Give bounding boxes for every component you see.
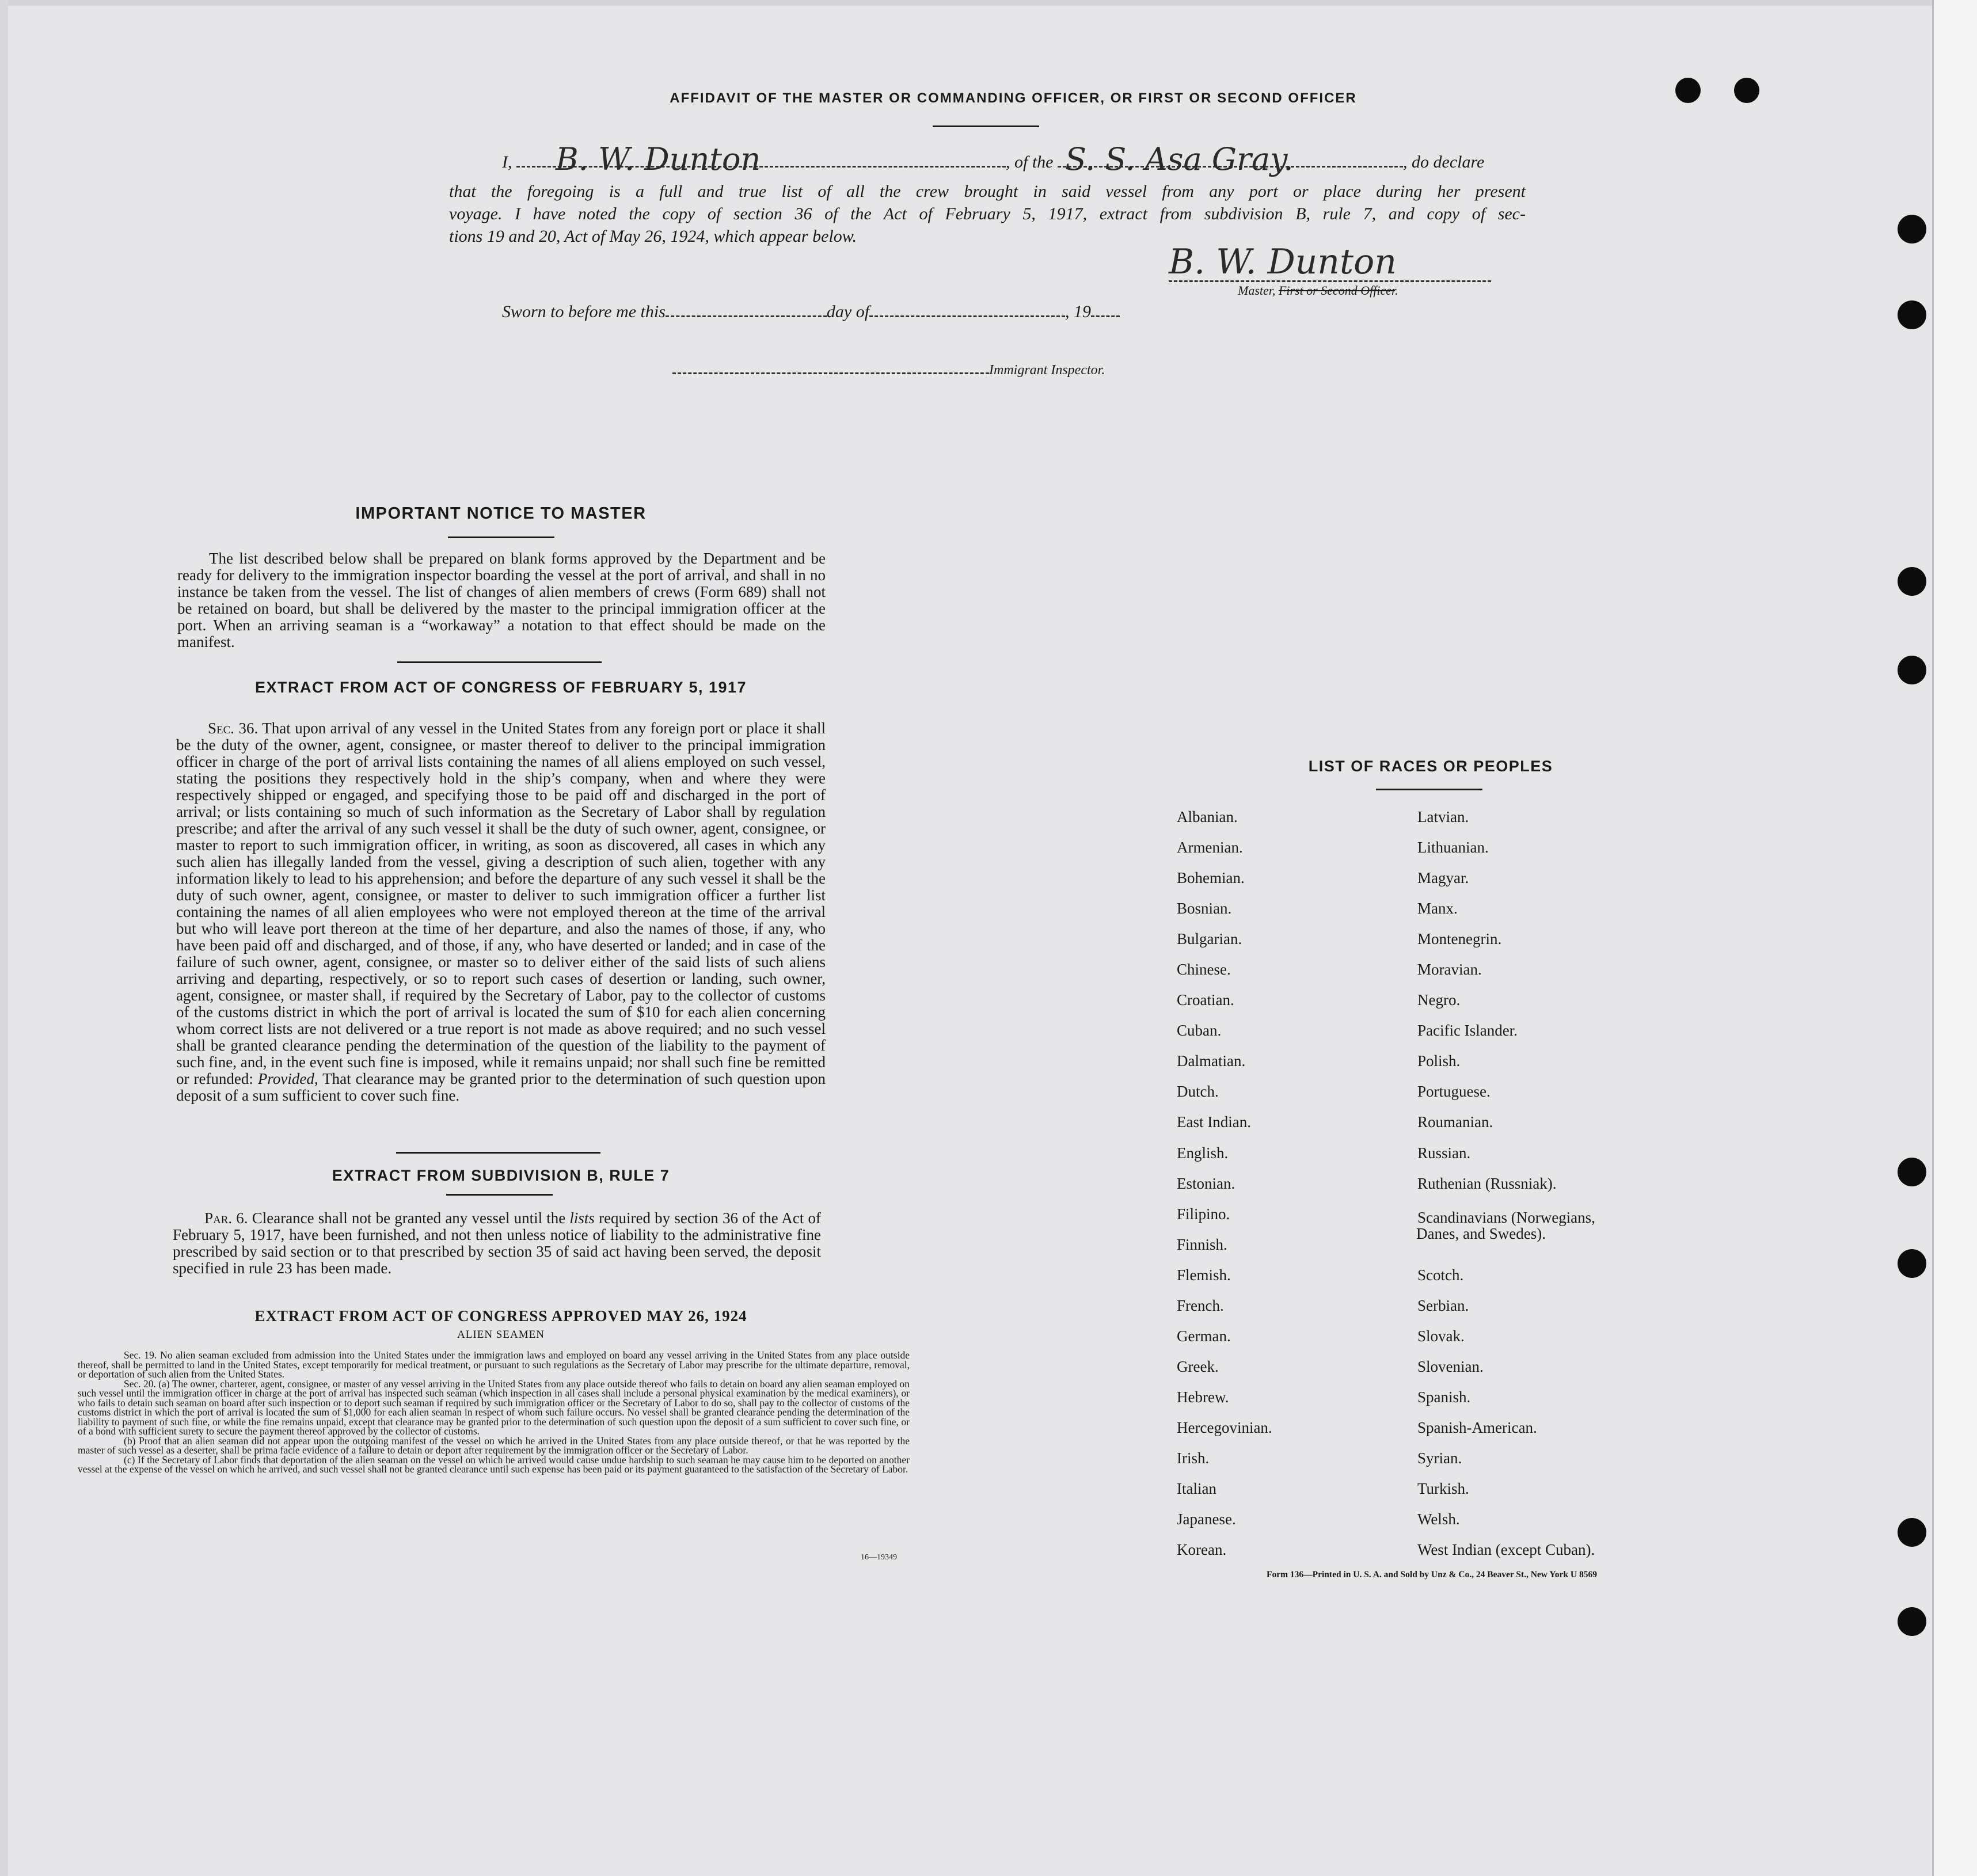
race-item: East Indian.	[1177, 1113, 1251, 1131]
race-item: Russian.	[1417, 1144, 1471, 1162]
race-item: Armenian.	[1177, 839, 1243, 856]
race-item: Slovenian.	[1417, 1358, 1484, 1375]
race-item: Albanian.	[1177, 808, 1238, 825]
title-divider	[933, 125, 1039, 127]
binder-hole-icon	[1898, 567, 1926, 596]
master-name-handwriting: B. W. Dunton	[556, 141, 761, 177]
do-declare-label: , do declare	[1403, 153, 1485, 172]
race-item: Syrian.	[1417, 1449, 1462, 1467]
master-signature: B. W. Dunton	[1169, 242, 1397, 282]
sworn-day-field	[666, 304, 827, 317]
year-label: , 19	[1065, 302, 1092, 321]
race-item: Japanese.	[1177, 1510, 1236, 1528]
inspector-label: Immigrant Inspector.	[989, 363, 1105, 378]
race-item: Chinese.	[1177, 961, 1231, 978]
race-item: Manx.	[1417, 900, 1458, 917]
race-item: Korean.	[1177, 1541, 1227, 1558]
sec-19-text: Sec. 19. No alien seaman excluded from admission into the United States under the immigration laws and employed on board any vessel arriving in the United States from any place outside thereof, shall be permitted to land in the United States, except temporarily for medical treatment, or pursuant to such regulations as the Secretary of Labor may prescribe for the ultimate departure, removal, or deportation of such alien from the United States.	[78, 1349, 910, 1380]
sworn-year-field	[1091, 304, 1120, 317]
race-item: Scotch.	[1417, 1266, 1464, 1284]
race-item: Slovak.	[1417, 1327, 1465, 1345]
race-item: West Indian (except Cuban).	[1417, 1541, 1595, 1558]
race-item: Hebrew.	[1177, 1388, 1229, 1406]
i-label: I,	[502, 153, 512, 172]
title-divider	[446, 1194, 553, 1196]
sworn-line	[502, 302, 1120, 322]
race-item: Spanish-American.	[1417, 1419, 1537, 1436]
scan-edge-left	[0, 0, 8, 1876]
races-title: LIST OF RACES OR PEOPLES	[1308, 758, 1553, 775]
race-item: Roumanian.	[1417, 1113, 1493, 1131]
inspector-line	[672, 363, 1105, 378]
vessel-name-handwriting: S. S. Asa Gray.	[1065, 141, 1294, 177]
binder-hole-icon	[1898, 1249, 1926, 1278]
race-item: Polish.	[1417, 1052, 1461, 1070]
binder-hole-icon	[1898, 1158, 1926, 1186]
race-item-continuation: Danes, and Swedes).	[1416, 1225, 1546, 1242]
race-item: Finnish.	[1177, 1236, 1227, 1253]
race-item: Irish.	[1177, 1449, 1210, 1467]
race-item: Turkish.	[1417, 1480, 1469, 1497]
extract-rule7-text: Par. 6. Clearance shall not be granted any vessel until the lists required by section 36 of the Act of February 5, 1917, have been furnished, and not then unless notice of liability to the administrative fine prescribed by said section or to that prescribed by section 35 of said act having been served, the deposit specified in rule 23 has been made.	[173, 1209, 822, 1277]
race-item: Serbian.	[1417, 1297, 1469, 1314]
race-item: German.	[1177, 1327, 1231, 1345]
day-of-label: day of	[826, 302, 870, 321]
signature-line	[1169, 280, 1491, 282]
race-item: Pacific Islander.	[1417, 1022, 1518, 1039]
race-item: Hercegovinian.	[1177, 1419, 1272, 1436]
extract-1917-text: Sec. 36. That upon arrival of any vessel in the United States from any foreign port or place it shall be the duty of the owner, agent, consignee, or master thereof to deliver to the principal immigration officer in charge of the port of arrival lists containing the names of all aliens employed on such vessel, stating the positions they respectively hold in the ship’s company, when and where they were respectively shipped or engaged, and specifying those to be paid off and discharged in the port of arrival; or lists containing so much of such information as the Secretary of Labor shall by regulation prescribe; and after the arrival of any such vessel it shall be the duty of such owner, agent, consignee, or master to report to such immigration officer, in writing, as soon as discovered, all cases in which any such alien has illegally landed from the vessel, giving a description of such alien, together with any information likely to lead to his apprehension; and before the departure of any such vessel it shall be the duty of such owner, agent, consignee, or master to deliver to such immigration officer a further list containing the names of all alien employees who were not employed thereon at the time of the arrival but who will leave port thereon at the time of her departure, and also the names of those, if any, who have been paid off and discharged, and of those, if any, who have deserted or landed; and in case of the failure of such owner, agent, consignee, or master so to deliver either of the said lists of such aliens arriving and departing, respectively, or so to report such cases of desertion or landing, such owner, agent, consignee, or master shall, if required by the Secretary of Labor, pay to the collector of customs of the customs district in which the port of arrival is located the sum of $10 for each alien concerning whom correct lists are not delivered or a true report is not made as above required; and no such vessel shall be granted clearance pending the determination of the question of the liability to the payment of such fine, and, in the event such fine is imposed, while it remains unpaid; nor shall such fine be remitted or refunded: Provided, That clearance may be granted prior to the determination of such question upon deposit of a sum sufficient to cover such fine.	[176, 720, 826, 1104]
extract-1924-title: EXTRACT FROM ACT OF CONGRESS APPROVED MAY 26, 1924	[254, 1307, 747, 1325]
race-item: Flemish.	[1177, 1266, 1231, 1284]
race-item: Bohemian.	[1177, 869, 1245, 886]
race-item: Croatian.	[1177, 991, 1234, 1009]
scan-edge-top	[0, 0, 1977, 6]
sec-36-label: Sec. 36.	[208, 720, 258, 737]
race-item: Italian	[1177, 1480, 1216, 1497]
page-margin-right	[1932, 0, 1977, 1876]
race-item: Spanish.	[1417, 1388, 1471, 1406]
sec-20b-text: (b) Proof that an alien seaman did not appear upon the outgoing manifest of the vessel on which he arrived in the United States from any place outside thereof, or that he was reported by the master of such vessel as a deserter, shall be prima facie evidence of a failure to detain or deport after requirement by the immigration officer or the Secretary of Labor.	[78, 1434, 910, 1456]
section-divider	[396, 1152, 600, 1154]
affidavit-line-4: tions 19 and 20, Act of May 26, 1924, which appear below.	[449, 227, 857, 246]
sworn-label: Sworn to before me this	[502, 302, 666, 321]
struck-officer-label: First or Second Officer	[1278, 283, 1396, 298]
sworn-month-field	[869, 304, 1065, 317]
race-item: Welsh.	[1417, 1510, 1460, 1528]
notice-divider	[448, 536, 554, 538]
extract-1924-text	[78, 1350, 910, 1474]
notice-title: IMPORTANT NOTICE TO MASTER	[355, 504, 647, 523]
extract-1917-title: EXTRACT FROM ACT OF CONGRESS OF FEBRUARY 5, 1917	[254, 679, 747, 696]
race-item: French.	[1177, 1297, 1224, 1314]
race-item: Negro.	[1417, 991, 1461, 1009]
binder-hole-icon	[1675, 78, 1701, 103]
race-item: Bosnian.	[1177, 900, 1232, 917]
binder-hole-icon	[1898, 656, 1926, 684]
sec-20a-text: Sec. 20. (a) The owner, charterer, agent, consignee, or master of any vessel arriving in the United States from any place outside thereof who fails to detain on board any alien seaman employed on such vessel until the immigration officer in charge at the port of arrival has inspected such seaman (which inspection in all cases shall include a personal physical examination by the medical examiners), or who fails to detain such seaman on board after such inspection or to deport such seaman if required by such immigration officer or the Secretary of Labor to do so, shall pay to the collector of customs of the customs district in which the port of arrival is located the sum of $1,000 for each alien seaman in respect of whom such failure occurs. No vessel shall be granted clearance pending the determination of the liability to payment of such fine, or while the fine remains unpaid, except that clearance may be granted prior to the determination of such question upon the deposit of a sum sufficient to cover such fine, or of a bond with sufficient surety to secure the payment thereof approved by the collector of customs.	[78, 1377, 910, 1437]
affidavit-line-3: voyage. I have noted the copy of section 36 of the Act of February 5, 1917, extract from subdivision B, rule 7, and copy of sec-	[449, 204, 1526, 223]
race-item: Bulgarian.	[1177, 930, 1242, 947]
binder-hole-icon	[1898, 1518, 1926, 1547]
section-divider	[397, 661, 602, 663]
of-the-label: , of the	[1006, 153, 1054, 172]
sec-20c-text: (c) If the Secretary of Labor finds that deportation of the alien seaman on the vessel on which he arrived would cause undue hardship to such seaman he may cause him to be deported on another vessel at the expense of the vessel on which he arrived, and such vessel shall not be granted clearance until such expense has been paid or its payment guaranteed to the satisfaction of the Secretary of Labor.	[78, 1453, 910, 1475]
race-item: English.	[1177, 1144, 1229, 1162]
race-item: Latvian.	[1417, 808, 1469, 825]
race-item: Lithuanian.	[1417, 839, 1489, 856]
print-code: 16—19349	[861, 1553, 897, 1562]
binder-hole-icon	[1898, 300, 1926, 329]
affidavit-line-2: that the foregoing is a full and true list of all the crew brought in said vessel from any port or place during her present	[449, 182, 1526, 201]
race-item: Filipino.	[1177, 1205, 1230, 1223]
binder-hole-icon	[1734, 78, 1759, 103]
inspector-signature-field	[672, 364, 989, 374]
race-item: Ruthenian (Russniak).	[1417, 1175, 1557, 1192]
race-item: Dutch.	[1177, 1083, 1219, 1100]
races-divider	[1376, 789, 1482, 790]
master-title-label: Master, First or Second Officer.	[1238, 283, 1398, 298]
race-item: Moravian.	[1417, 961, 1482, 978]
binder-hole-icon	[1898, 1607, 1926, 1636]
binder-hole-icon	[1898, 215, 1926, 243]
race-item: Portuguese.	[1417, 1083, 1491, 1100]
race-item: Scandinavians (Norwegians,	[1417, 1209, 1595, 1226]
race-item: Montenegrin.	[1417, 930, 1502, 947]
race-item: Dalmatian.	[1177, 1052, 1246, 1070]
race-item: Estonian.	[1177, 1175, 1235, 1192]
form-footer: Form 136—Printed in U. S. A. and Sold by Unz & Co., 24 Beaver St., New York U 8569	[1267, 1570, 1597, 1580]
race-item: Greek.	[1177, 1358, 1219, 1375]
extract-1924-subtitle: ALIEN SEAMEN	[457, 1329, 545, 1341]
notice-text: The list described below shall be prepared on blank forms approved by the Department and be ready for delivery to the immigration inspector boarding the vessel at the port of arrival, and shall in no instance be taken from the vessel. The list of changes of alien members of crews (Form 689) shall not be retained on board, but shall be delivered by the master to the principal immigration officer at the port. When an arriving seaman is a “workaway” a notation to that effect should be made on the manifest.	[177, 550, 826, 650]
race-item: Magyar.	[1417, 869, 1469, 886]
affidavit-title: AFFIDAVIT OF THE MASTER OR COMMANDING OFFICER, OR FIRST OR SECOND OFFICER	[670, 90, 1357, 106]
extract-rule7-title: EXTRACT FROM SUBDIVISION B, RULE 7	[332, 1167, 670, 1184]
race-item: Cuban.	[1177, 1022, 1222, 1039]
